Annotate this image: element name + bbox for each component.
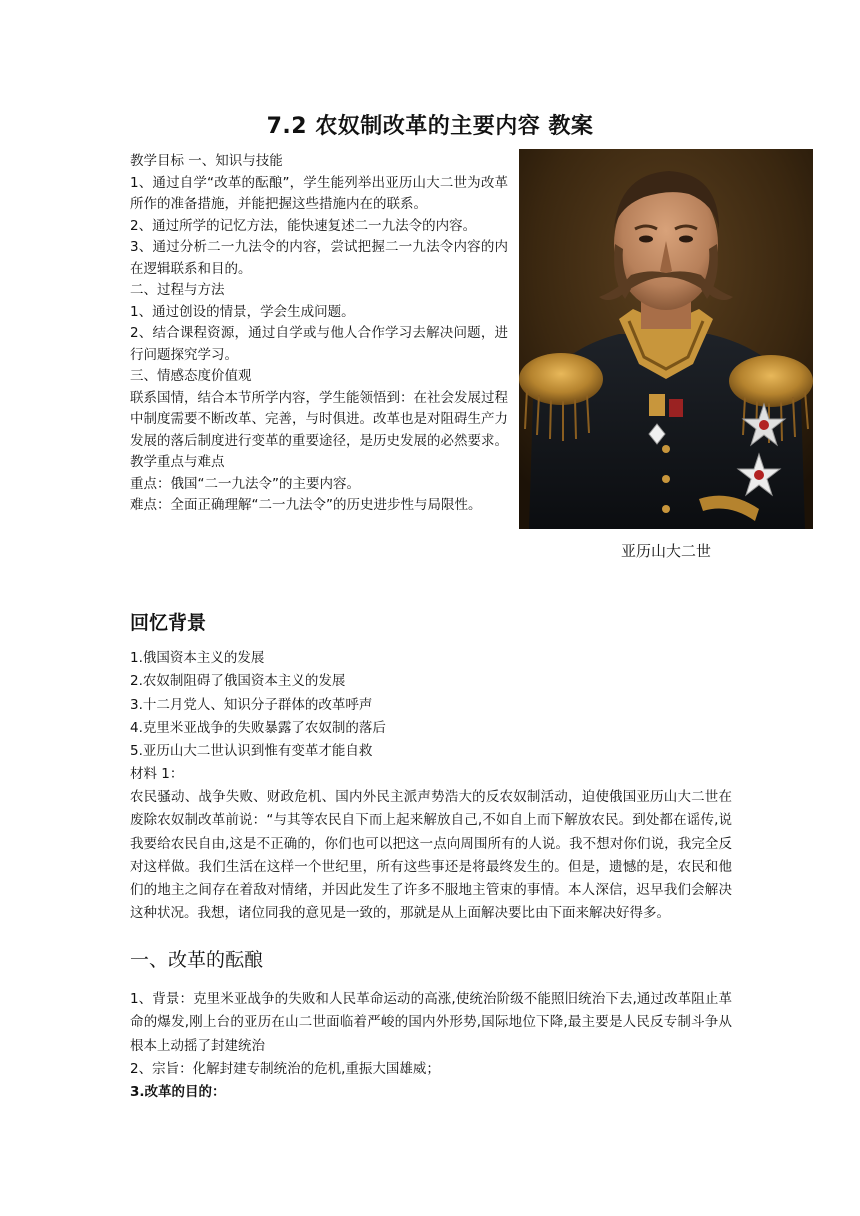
review-section: [130, 610, 732, 636]
list-item: 5.亚历山大二世认识到惟有变革才能自救: [130, 743, 373, 760]
material-text: 农民骚动、战争失败、财政危机、国内外民主派声势浩大的反农奴制活动，迫使俄国亚历山大二世在废除农奴制改革前说：“与其等农民自下而上起来解放自己,不如自上而下解放农民。到处都在谣传,说我要给农民自由,这是不正确的，你们也可以把这一点向周围所有的人说。我不想对你们说，我完全反对这样做。我们生活在这样一个世纪里，所有这些事还是将最终发生的。但是，遗憾的是，农民和他们的地主之间存在着敌对情绪，并因此发生了许多不服地主管束的事情。本人深信，迟早我们会解决这种状况。我想，诸位同我的意见是一致的，那就是从上面解决要比由下面来解决好得多。: [130, 789, 732, 922]
teaching-objectives: [130, 151, 508, 517]
objective-line: 二、过程与方法: [130, 282, 225, 298]
material-paragraph: [130, 786, 732, 926]
material-label: 材料 1：: [130, 766, 184, 783]
list-item: 2.农奴制阻碍了俄国资本主义的发展: [130, 673, 346, 690]
objective-line: 2、结合课程资源，通过自学或与他人合作学习去解决问题，进行问题探究学习。: [130, 325, 508, 363]
objective-line: 1、通过自学“改革的酝酿”，学生能列举出亚历山大二世为改革所作的准备措施，并能把握这些措施内在的联系。: [130, 174, 508, 212]
objective-line: 2、通过所学的记忆方法，能快速复述二一九法令的内容。: [130, 217, 477, 234]
list-item: 1.俄国资本主义的发展: [130, 650, 265, 666]
objective-line: 难点：全面正确理解“二一九法令”的历史进步性与局限性。: [130, 497, 482, 513]
section-one-heading: 一、改革的酝酿: [130, 949, 264, 971]
page-title: 7.2 农奴制改革的主要内容 教案: [266, 114, 594, 139]
list-item: 4.克里米亚战争的失败暴露了农奴制的落后: [130, 719, 386, 736]
background-paragraph: 1、背景：克里米亚战争的失败和人民革命运动的高涨,使统治阶级不能照旧统治下去,通过改革阻止革命的爆发,刚上台的亚历在山二世面临着严峻的国内外形势,国际地位下降,最主要是人民反专制斗争从根本上动摇了封建统治: [130, 991, 732, 1054]
objective-line: 教学重点与难点: [130, 454, 225, 470]
portrait-caption: 亚历山大二世: [620, 542, 711, 560]
objective-line: 1、通过创设的情景，学会生成问题。: [130, 303, 355, 320]
objective-line: 联系国情，结合本节所学内容，学生能领悟到：在社会发展过程中制度需要不断改革、完善，与时俱进。改革也是对阻碍生产力发展的落后制度进行变革的重要途径，是历史发展的必然要求。: [130, 389, 508, 449]
objective-line: 重点：俄国“二一九法令”的主要内容。: [130, 475, 360, 492]
goal-label: 3.改革的目的：: [130, 1084, 226, 1101]
section-one: [130, 947, 732, 973]
review-heading: 回忆背景: [130, 612, 207, 634]
purpose-paragraph: 2、宗旨：化解封建专制统治的危机,重振大国雄威；: [130, 1060, 440, 1077]
section-one-body: [130, 988, 732, 1104]
review-list: [130, 647, 732, 787]
objective-line: 三、情感态度价值观: [130, 368, 252, 384]
objective-line: 3、通过分析二一九法令的内容，尝试把握二一九法令内容的内在逻辑联系和目的。: [130, 239, 508, 277]
objective-line: 教学目标 一、知识与技能: [130, 153, 283, 169]
list-item: 3.十二月党人、知识分子群体的改革呼声: [130, 696, 373, 713]
portrait-image: [519, 149, 813, 529]
